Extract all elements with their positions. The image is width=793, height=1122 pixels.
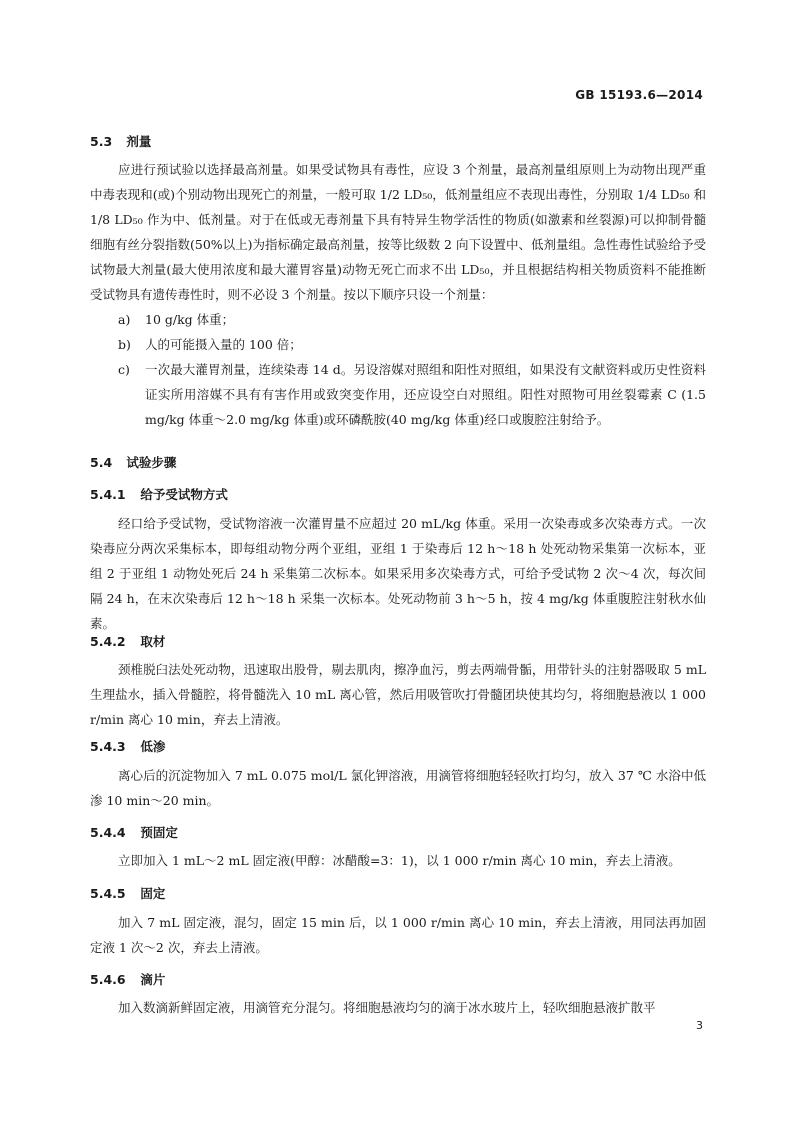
section-title: 给予受试物方式 bbox=[140, 487, 228, 502]
section-number: 5.4 bbox=[90, 455, 113, 470]
section-5-4-3-heading bbox=[90, 737, 165, 755]
list-item-text: 10 g/kg 体重； bbox=[145, 312, 235, 327]
section-5-4-6-heading bbox=[90, 970, 165, 988]
section-5-3-paragraph: 应进行预试验以选择最高剂量。如果受试物具有毒性，应设 3 个剂量，最高剂量组原则上为动物出现严重中毒表现和(或)个别动物出现死亡的剂量，一般可取 1/2 LD₅₀，低剂量组应不表现出毒性，分别取 1/4 LD₅₀ 和 1/8 LD₅₀ 作为中、低剂量。对于在低或无毒剂量下具有特异生物学活性的物质(如激素和丝裂源)可以抑制骨髓细胞有丝分裂指数(50%以上)为指标确定最高剂量，按等比级数 2 向下设置中、低剂量组。急性毒性试验给予受试物最大剂量(最大使用浓度和最大灌胃容量)动物无死亡而求不出 LD₅₀，并且根据结构相关物质资料不能推断受试物具有遗传毒性时，则不必设 3 个剂量。按以下顺序只设一个剂量： bbox=[90, 162, 706, 302]
section-number: 5.4.2 bbox=[90, 634, 126, 649]
section-5-4-4-paragraph: 立即加入 1 mL～2 mL 固定液(甲醇：冰醋酸=3：1)，以 1 000 r/min 离心 10 min，弃去上清液。 bbox=[118, 853, 681, 868]
document-code: GB 15193.6—2014 bbox=[575, 88, 703, 102]
section-number: 5.3 bbox=[90, 134, 113, 149]
section-5-4-2-paragraph: 颈椎脱臼法处死动物，迅速取出股骨，剔去肌肉，擦净血污，剪去两端骨骺，用带针头的注射器吸取 5 mL 生理盐水，插入骨髓腔，将骨髓洗入 10 mL 离心管，然后用吸管吹打骨髓团块使其均匀，将细胞悬液以 1 000 r/min 离心 10 min，弃去上清液。 bbox=[90, 662, 706, 727]
section-5-4-5-paragraph: 加入 7 mL 固定液，混匀，固定 15 min 后，以 1 000 r/min 离心 10 min，弃去上清液，用同法再加固定液 1 次～2 次，弃去上清液。 bbox=[90, 915, 706, 955]
section-5-4-heading bbox=[90, 453, 176, 471]
section-title: 固定 bbox=[140, 886, 166, 901]
section-title: 预固定 bbox=[140, 825, 178, 840]
list-marker: c) bbox=[118, 362, 130, 377]
list-marker: a) bbox=[118, 312, 131, 327]
section-title: 滴片 bbox=[140, 972, 166, 987]
section-5-4-1-paragraph: 经口给予受试物，受试物溶液一次灌胃量不应超过 20 mL/kg 体重。采用一次染毒或多次染毒方式。一次染毒应分两次采集标本，即每组动物分两个亚组，亚组 1 于染毒后 12 h～18 h 处死动物采集第一次标本，亚组 2 于亚组 1 动物处死后 24 h 采集第二次标本。如果采用多次染毒方式，可给予受试物 2 次～4 次，每次间隔 24 h，在末次染毒后 12 h～18 h 采集一次标本。处死动物前 3 h～5 h，按 4 mg/kg 体重腹腔注射秋水仙素。 bbox=[90, 516, 706, 631]
section-5-4-2-heading bbox=[90, 632, 165, 650]
section-5-3-heading bbox=[90, 132, 151, 150]
section-number: 5.4.1 bbox=[90, 487, 126, 502]
section-5-4-5-heading bbox=[90, 884, 165, 902]
list-item-b bbox=[118, 332, 706, 357]
page-number: 3 bbox=[696, 1019, 703, 1032]
section-title: 剂量 bbox=[126, 134, 152, 149]
section-title: 取材 bbox=[140, 634, 166, 649]
list-item-text: 人的可能摄入量的 100 倍； bbox=[145, 337, 302, 352]
section-5-4-3-paragraph: 离心后的沉淀物加入 7 mL 0.075 mol/L 氯化钾溶液，用滴管将细胞轻轻吹打均匀，放入 37 ℃ 水浴中低渗 10 min～20 min。 bbox=[90, 768, 706, 808]
list-item-text: 一次最大灌胃剂量，连续染毒 14 d。另设溶媒对照组和阳性对照组，如果没有文献资料或历史性资料证实所用溶媒不具有有害作用或致突变作用，还应设空白对照组。阳性对照物可用丝裂霉素 C (1.5 mg/kg 体重～2.0 mg/kg 体重)或环磷酰胺(40 mg/kg 体重)经口或腹腔注射给予。 bbox=[145, 362, 706, 427]
section-number: 5.4.3 bbox=[90, 739, 126, 754]
list-item-c bbox=[118, 357, 706, 432]
section-number: 5.4.6 bbox=[90, 972, 126, 987]
section-title: 试验步骤 bbox=[126, 455, 177, 470]
list-item-a bbox=[118, 307, 706, 332]
list-marker: b) bbox=[118, 337, 131, 352]
section-5-4-1-heading bbox=[90, 485, 228, 503]
section-title: 低渗 bbox=[140, 739, 166, 754]
section-5-4-4-heading bbox=[90, 823, 178, 841]
section-number: 5.4.4 bbox=[90, 825, 126, 840]
section-number: 5.4.5 bbox=[90, 886, 126, 901]
section-5-4-6-paragraph: 加入数滴新鲜固定液，用滴管充分混匀。将细胞悬液均匀的滴于冰水玻片上，轻吹细胞悬液扩散平 bbox=[118, 1000, 656, 1015]
